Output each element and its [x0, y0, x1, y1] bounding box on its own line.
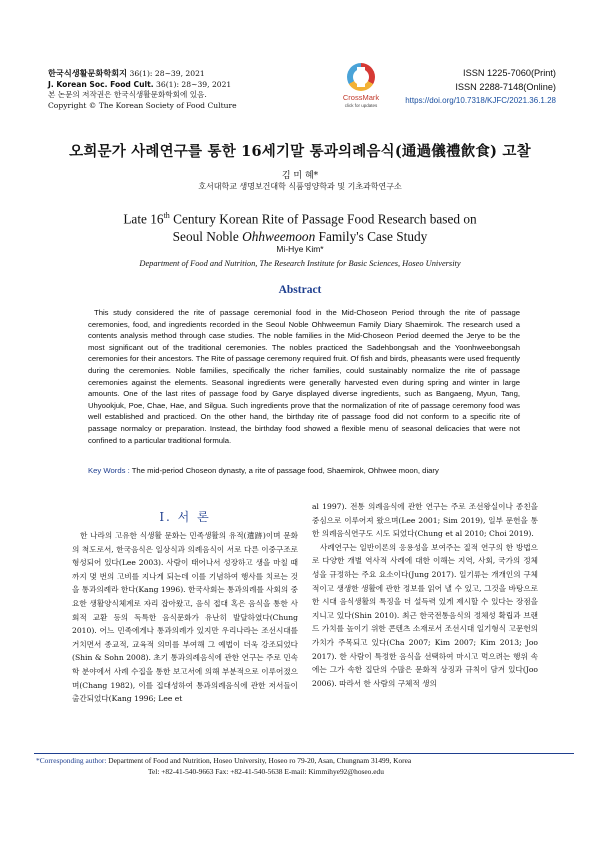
crossmark-label: CrossMark: [342, 93, 380, 102]
author-ko: 김 미 혜*: [281, 171, 319, 181]
keywords-text: The mid-period Choseon dynasty, a rite of passage food, Shaemirok, Ohhwee moon, diary: [131, 466, 439, 475]
journal-name-ko: 한국식생활문화학회지: [48, 68, 128, 78]
paragraph: 사례연구는 일반이론의 응용성을 보여주는 질적 연구의 한 방법으로 다양한 개별 역사적 사례에 대한 이해는 지역, 사회, 국가의 정체성을 규정하는 주요 요소이다(Jung 2017). 일기류는 개개인의 구체적이고 생생한 생활에 관한 정보를 읽어 낼 수 있고, 그것을 바탕으로 한 시대 음식생활의 특징을 더 설득력 있게 제시할 수 있다는 장점을 지니고 있다(Shin 2010). 최근 한국전통음식의 정체성 확립과 브랜드 가치를 높이기 위한 콘텐츠 소재로서 조선시대 일기형식 고문헌의 가치가 주목되고 있다(Cha 2007; Kim 2007; Kim 2013; Joo 2017). 한 사람이 특정한 음식을 선택하여 마시고 먹으려는 행위 속에는 그가 속한 집단의 수많은 문화적 상징과 규칙이 담겨 있다(Joo 2006). 따라서 한 사람의 구체적 생의: [312, 542, 538, 688]
journal-volume-ko: 36(1): 28~39, 2021: [129, 69, 205, 78]
corresponding-author-note: [36, 756, 411, 777]
abstract-heading: Abstract: [278, 284, 322, 296]
keywords: [88, 466, 528, 475]
issn-online: ISSN 2288-7148(Online): [455, 82, 556, 92]
journal-name-en: J. Korean Soc. Food Cult.: [48, 79, 154, 89]
section-title: Ⅰ. 서 론: [159, 510, 211, 524]
title-ko: 오희문가 사례연구를 통한 16세기말 통과의례음식(通過儀禮飮食) 고찰: [69, 143, 531, 160]
affiliation-ko: 호서대학교 생명보건대학 식품영양학과 및 기초과학연구소: [198, 182, 402, 191]
journal-header: [48, 68, 237, 111]
footnote-label: *Corresponding author:: [36, 756, 107, 765]
title-en: [0, 207, 600, 246]
crossmark-sublabel: click for updates: [344, 103, 378, 108]
journal-volume-en: 36(1): 28~39, 2021: [156, 79, 232, 89]
title-en-rest: Century Korean Rite of Passage Food Research based on: [169, 211, 477, 227]
title-en-line2-em: Ohhweemoon: [242, 229, 316, 245]
crossmark-icon: [347, 63, 375, 91]
title-en-line2-b: Family's Case Study: [315, 229, 428, 245]
paragraph: 한 나라의 고유한 식생활 문화는 민족생활의 유적(遺跡)이며 문화의 척도로서, 한국음식은 일상식과 의례음식이 서로 다른 이중구조로 형성되어 있다(Lee 2003). 사람이 태어나서 성장하고 생을 마칠 때까지 몇 번의 고비를 지나게 되는데 이를 기념하여 행사를 치르는 것을 통과의례라 한다(Kang 1996). 한국사회는 통과의례를 사회의 중요한 생활양식체계로 자리 잡아왔고, 음식 접대 혹은 음식을 통한 사회적 교환 등의 독특한 음식문화가 유난히 발달하였다(Chung 2010). 어느 민족에게나 통과의례가 있지만 우리나라는 조선시대를 거치면서 종교적, 교육적 의미를 부여해 그 예법이 더욱 강조되었다(Shin & Sohn 2008). 초기 통과의례음식에 관한 연구는 주로 민속학 분야에서 사례 수집을 통한 보고서에 의해 부분적으로 이루어졌으며(Chang 1982), 이를 집대성하여 통과의례음식에 관한 저서들이 출간되었다(Kang 1996; Lee et: [72, 531, 298, 704]
author-en: Mi-Hye Kim*: [276, 244, 324, 254]
affiliation-en: Department of Food and Nutrition, The Research Institute for Basic Sciences, Hoseo University: [139, 259, 461, 268]
issn-block: [405, 66, 556, 108]
left-column: [72, 529, 298, 706]
title-en-line2-a: Seoul Noble: [172, 229, 243, 245]
keywords-label: Key Words :: [88, 466, 130, 475]
right-column: [312, 500, 538, 690]
copyright-en: Copyright © The Korean Society of Food Culture: [48, 100, 237, 110]
footnote-divider: [34, 753, 574, 754]
title-en-pre: Late 16: [123, 211, 164, 227]
paragraph: al 1997). 전통 의례음식에 관한 연구는 주로 조선왕실이나 종친을 중심으로 이루어져 왔으며(Lee 2001; Sim 2019), 일부 문헌을 통한 의례음식연구도 시도 되었다(Chung et al 2010; Choi 2019).: [312, 502, 538, 539]
crossmark-badge[interactable]: [338, 63, 384, 117]
footnote-address: Department of Food and Nutrition, Hoseo University, Hoseo ro 79-20, Asan, Chungnam 31499, Korea: [108, 756, 412, 765]
doi-link[interactable]: https://doi.org/10.7318/KJFC/2021.36.1.28: [405, 96, 556, 105]
title-en-sup: th: [163, 211, 170, 220]
abstract-text: This study considered the rite of passage ceremonial food in the Mid-Choseon Period through the rite of passage ceremonies, food, and ingredients recorded in the Seoul Noble Ohhweemun Family Diary Shaemirok. The research used a contents analysis method through case studies. The noble families in the Mid-Choseon Period deemed the Jerye to be the most significant out of the traditional ceremonies. The nobles practiced the Sadehbongsah and the Yoonhweebongsah ceremonies for their ancestors. The Rite of passage ceremony required fruit. Of fish and birds, pheasants were used frequently during the ceremonies. Noble families, specifically the richer families, could sustainably normalize the rite of passage ceremonies against the elements. Seasonal ingredients were generally harvested even during spring and winter in large amounts. One of the last rites of passage food by Garye displayed diverse ingredients, such as Bangaeng, Myun, Tang, Uhyookjuk, Poe, Chae, Hae, and Silgua. Such ingredients prove that the normalization of rite of passage ceremony food was well established and practiced. On the other hand, the birthday rite of passage food did not conform to a specific rite of passage normalcy or preparation. Instead, the birthday food showed a flexible menu of seasonal delicacies that were not confined to a particular traditional formula.: [88, 308, 520, 445]
issn-print: ISSN 1225-7060(Print): [463, 68, 556, 78]
copyright-ko: 본 논문의 저작권은 한국식생활문화학회에 있음.: [48, 90, 207, 99]
footnote-contact: Tel: +82-41-540-9663 Fax: +82-41-540-5638 E-mail: Kimmihye92@hoseo.edu: [148, 766, 384, 776]
